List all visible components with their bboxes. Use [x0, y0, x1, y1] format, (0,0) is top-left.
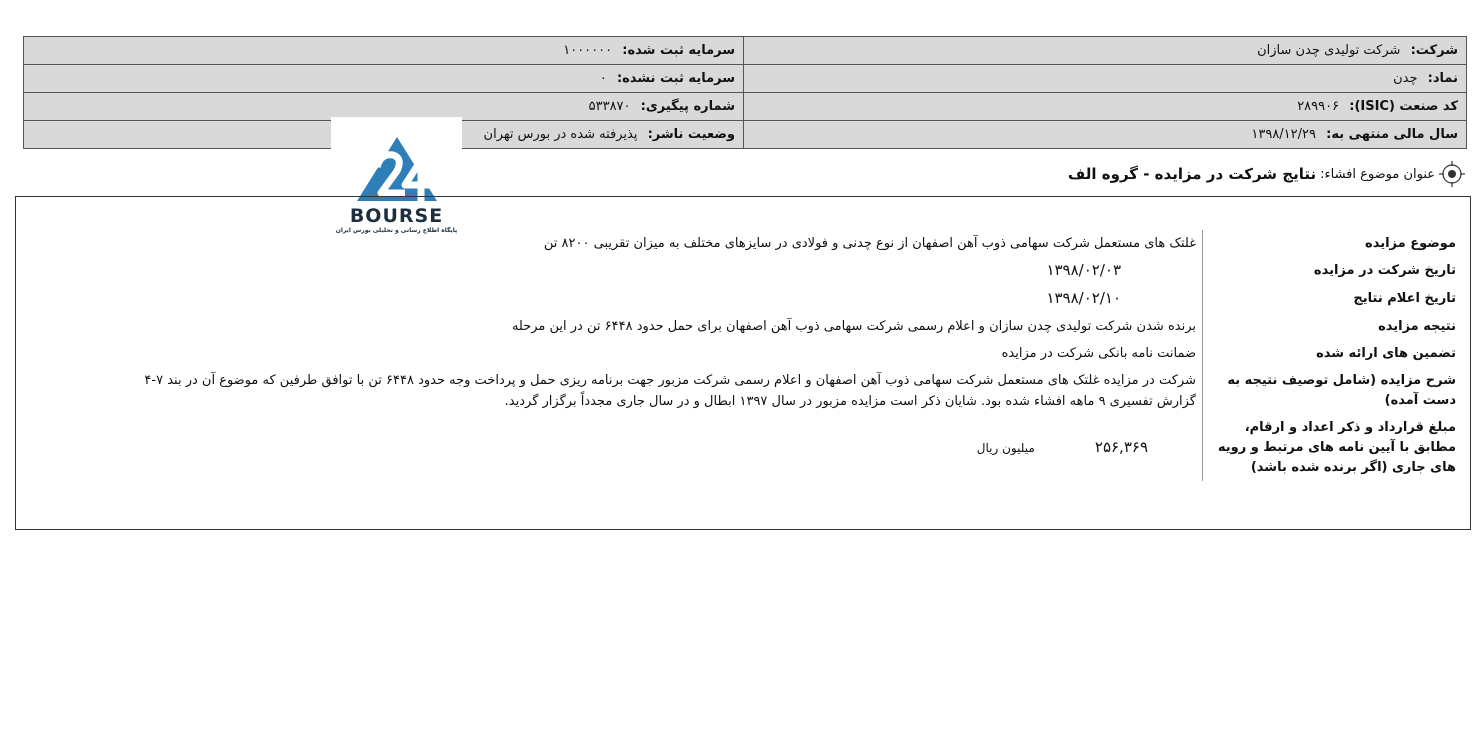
description-value: شرکت در مزایده غلتک های مستعمل شرکت سهامی ذوب آهن اصفهان و اعلام رسمی شرکت مزبور جهت برنامه ریزی حمل و پرداخت وجه حدود ۶۴۴۸ تن با توافق طرفین که موضوع آن در بند ۷-۴ گزارش تفسیری ۹ ماهه افشاء شده بود. شایان ذکر است مزایده مزبور در سال ۱۳۹۷ ابطال و در سال جاری مجدداً برگزار گردید.	[144, 373, 1196, 409]
isic-cell	[744, 93, 1467, 121]
participation-date-label: تاریخ شرکت در مزایده	[1203, 257, 1463, 285]
guarantee-label: تضمین های ارائه شده	[1203, 340, 1463, 367]
isic-value: ۲۸۹۹۰۶	[1297, 99, 1340, 114]
amount-unit: میلیون ریال	[976, 441, 1035, 455]
info-row	[24, 37, 1467, 65]
guarantee-value: ضمانت نامه بانکی شرکت در مزایده	[1001, 346, 1196, 361]
company-label: شرکت:	[1410, 43, 1458, 58]
results-date: ۱۳۹۸/۰۲/۱۰	[1046, 289, 1121, 307]
table-row	[132, 285, 1462, 313]
logo-word: BOURSE	[349, 205, 444, 227]
company-value: شرکت تولیدی چدن سازان	[1257, 43, 1401, 58]
company-cell	[744, 37, 1467, 65]
table-row	[132, 367, 1462, 415]
symbol-cell	[744, 65, 1467, 93]
results-date-value	[132, 285, 1203, 313]
tracking-value: ۵۳۳۸۷۰	[588, 99, 631, 114]
unregistered-capital-value: ۰	[599, 71, 607, 86]
topic-label: موضوع مزایده	[1203, 230, 1463, 257]
fiscal-value: ۱۳۹۸/۱۲/۲۹	[1251, 127, 1316, 142]
logo-subtitle: پایگاه اطلاع رسانی و تحلیلی بورس ایران	[335, 227, 458, 234]
disclosure-subject	[1068, 160, 1465, 188]
isic-label: کد صنعت (ISIC):	[1349, 99, 1458, 114]
subject-label: عنوان موضوع افشاء:	[1320, 166, 1435, 182]
fiscal-label: سال مالی منتهی به:	[1326, 127, 1458, 142]
participation-date-value	[132, 257, 1203, 285]
amount-cell	[132, 415, 1203, 481]
info-row	[24, 93, 1467, 121]
result-value: برنده شدن شرکت تولیدی چدن سازان و اعلام رسمی شرکت سهامی ذوب آهن اصفهان برای حمل حدود ۶۴۴۸ تن در این مرحله	[511, 319, 1196, 334]
subject-title: نتایج شرکت در مزایده - گروه الف	[1067, 165, 1317, 183]
amount-label: مبلغ قرارداد و ذکر اعداد و ارقام، مطابق با آیین نامه های مرتبط و رویه های جاری (اگر برنده شده باشد)	[1203, 415, 1463, 481]
registered-capital-value: ۱۰۰۰۰۰۰	[563, 43, 613, 58]
topic-value: غلتک های مستعمل شرکت سهامی ذوب آهن اصفهان از نوع چدنی و فولادی در سایزهای مختلف به میزان تقریبی ۸۲۰۰ تن	[543, 236, 1196, 251]
info-row	[24, 121, 1467, 149]
details-table	[132, 230, 1462, 481]
description-label: شرح مزایده (شامل توصیف نتیجه به دست آمده)	[1203, 367, 1463, 415]
unregistered-capital-label: سرمایه ثبت نشده:	[616, 71, 735, 86]
table-row	[132, 415, 1462, 481]
tracking-label: شماره پیگیری:	[640, 99, 735, 114]
status-label: وضعیت ناشر:	[647, 127, 735, 142]
registered-capital-label: سرمایه ثبت شده:	[622, 43, 735, 58]
symbol-value: چدن	[1393, 71, 1418, 86]
table-row	[132, 257, 1462, 285]
participation-date: ۱۳۹۸/۰۲/۰۳	[1046, 261, 1121, 279]
details-box	[15, 196, 1471, 530]
registered-capital-cell	[24, 37, 744, 65]
target-bullet-icon	[1439, 161, 1465, 187]
fiscal-cell	[744, 121, 1467, 149]
table-row	[132, 340, 1462, 367]
result-label: نتیجه مزایده	[1203, 313, 1463, 340]
amount-value: ۲۵۶,۳۶۹	[1094, 438, 1148, 456]
unregistered-capital-cell	[24, 65, 744, 93]
info-row	[24, 65, 1467, 93]
company-info-grid	[23, 36, 1467, 149]
symbol-label: نماد:	[1427, 71, 1458, 86]
results-date-label: تاریخ اعلام نتایج	[1203, 285, 1463, 313]
table-row	[132, 313, 1462, 340]
table-row	[132, 230, 1462, 257]
status-value: پذیرفته شده در بورس تهران	[483, 127, 638, 142]
